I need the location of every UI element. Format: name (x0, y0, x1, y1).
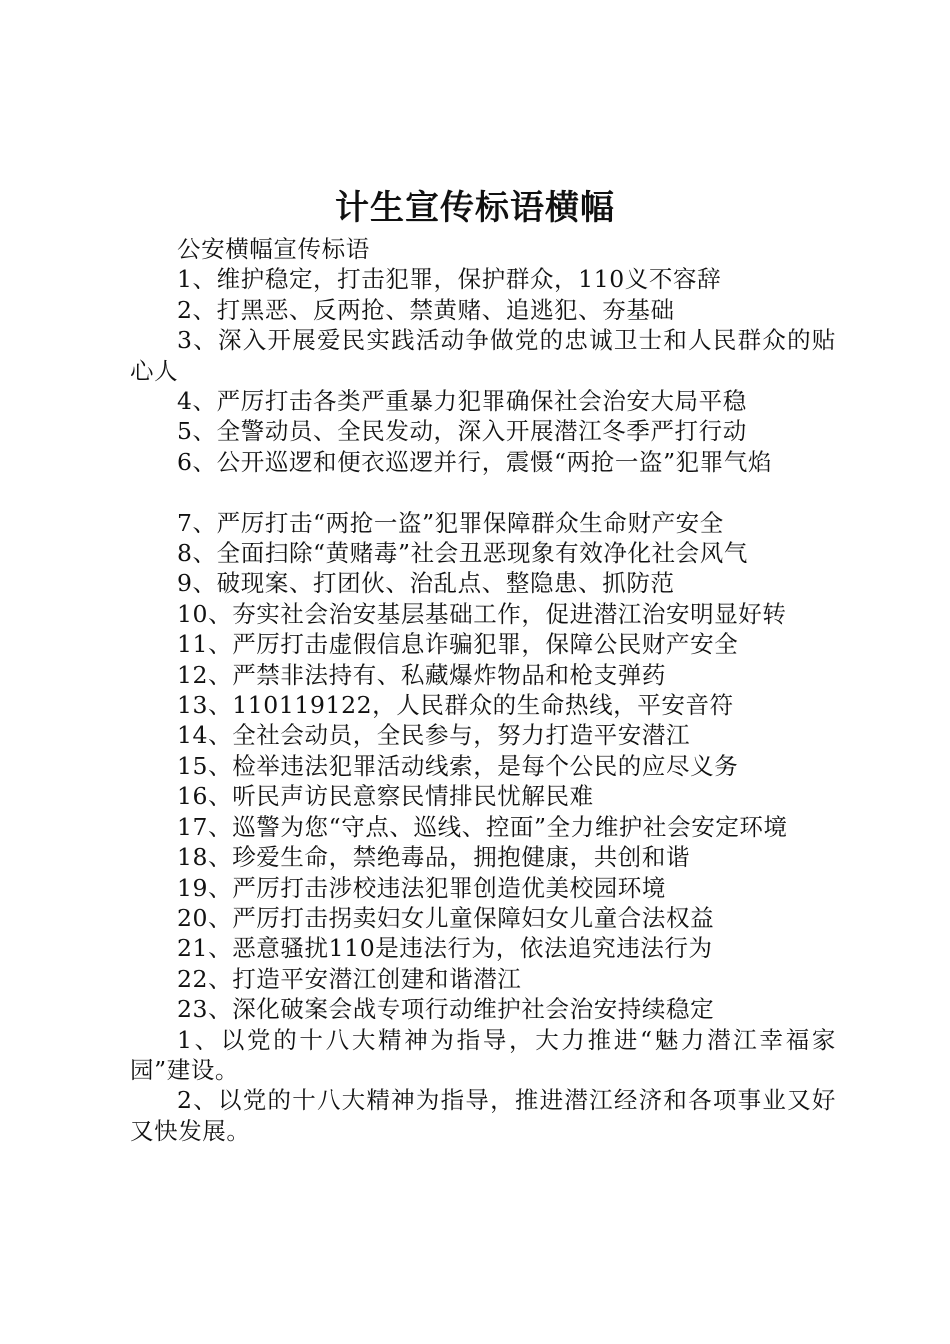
slogan-item: 2、以党的十八大精神为指导，推进潜江经济和各项事业又好又快发展。 (130, 1086, 836, 1145)
slogan-item: 1、以党的十八大精神为指导，大力推进“魅力潜江幸福家园”建设。 (130, 1025, 836, 1084)
slogan-item: 2、打黑恶、反两抢、禁黄赌、追逃犯、夯基础 (177, 295, 675, 324)
slogan-item: 8、全面扫除“黄赌毒”社会丑恶现象有效净化社会风气 (177, 539, 748, 568)
slogan-item: 5、全警动员、全民发动，深入开展潜江冬季严打行动 (177, 417, 747, 446)
slogan-item: 18、珍爱生命，禁绝毒品，拥抱健康，共创和谐 (177, 843, 691, 872)
slogan-item: 1、维护稳定，打击犯罪，保护群众，110义不容辞 (177, 265, 722, 294)
slogan-item: 19、严厉打击涉校违法犯罪创造优美校园环境 (177, 873, 667, 902)
slogan-item: 16、听民声访民意察民情排民忧解民难 (177, 782, 594, 811)
slogan-item: 22、打造平安潜江创建和谐潜江 (177, 964, 522, 993)
slogan-item: 7、严厉打击“两抢一盗”犯罪保障群众生命财产安全 (177, 508, 724, 537)
slogan-item: 3、深入开展爱民实践活动争做党的忠诚卫士和人民群众的贴心人 (130, 326, 836, 385)
slogan-item: 13、110119122，人民群众的生命热线，平安音符 (177, 691, 734, 720)
slogan-item: 15、检举违法犯罪活动线索，是每个公民的应尽义务 (177, 751, 739, 780)
document-title: 计生宣传标语横幅 (335, 188, 615, 228)
section-heading: 公安横幅宣传标语 (177, 235, 370, 263)
document-body (130, 234, 836, 1146)
slogan-item: 20、严厉打击拐卖妇女儿童保障妇女儿童合法权益 (177, 903, 715, 932)
slogan-item: 17、巡警为您“守点、巡线、控面”全力维护社会安定环境 (177, 812, 788, 841)
slogan-item: 21、恶意骚扰110是违法行为，依法追究违法行为 (177, 934, 713, 963)
slogan-item: 11、严厉打击虚假信息诈骗犯罪，保障公民财产安全 (177, 630, 739, 659)
slogan-item: 10、夯实社会治安基层基础工作，促进潜江治安明显好转 (177, 599, 787, 628)
slogan-item: 4、严厉打击各类严重暴力犯罪确保社会治安大局平稳 (177, 387, 747, 416)
slogan-item: 12、严禁非法持有、私藏爆炸物品和枪支弹药 (177, 660, 667, 689)
slogan-item: 6、公开巡逻和便衣巡逻并行，震慑“两抢一盗”犯罪气焰 (177, 447, 773, 476)
slogan-item: 14、全社会动员，全民参与，努力打造平安潜江 (177, 721, 691, 750)
slogan-item: 23、深化破案会战专项行动维护社会治安持续稳定 (177, 995, 715, 1024)
blank-line (130, 477, 836, 507)
slogan-item: 9、破现案、打团伙、治乱点、整隐患、抓防范 (177, 569, 675, 598)
